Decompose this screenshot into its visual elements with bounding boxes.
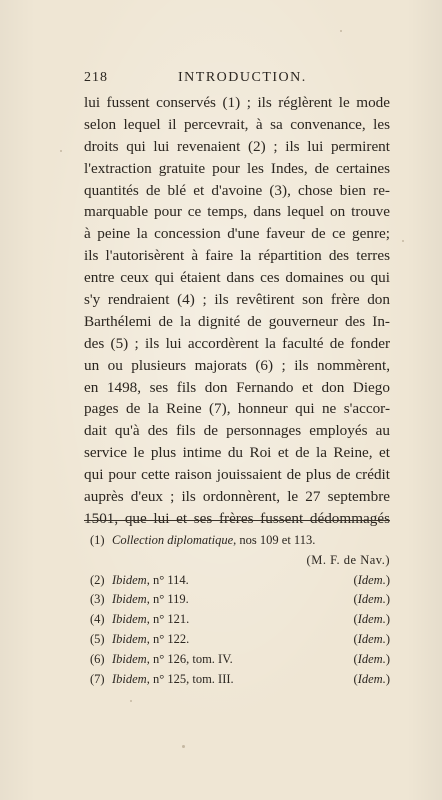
footnote-attribution: (M. F. de Nav.) <box>306 552 390 567</box>
text-line: ils l'autorisèrent à faire la répartition des terres <box>84 247 390 265</box>
page-number: 218 <box>84 70 108 85</box>
text-line: lui fussent conservés (1) ; ils réglèrent le mode <box>84 94 390 111</box>
footnote-reference <box>112 652 233 667</box>
footnote-reference <box>112 612 189 627</box>
text-line: qui pour cette raison jouissaient de plus de crédit <box>84 466 390 484</box>
footnote-tag-text: Idem. <box>357 572 386 587</box>
text-line: Barthélemi de la dignité de gouverneur des In- <box>84 312 390 330</box>
footnote-detail: , n° 125, tom. III. <box>146 671 234 686</box>
paper-speck <box>130 700 132 702</box>
body-text <box>84 92 390 530</box>
footnote-tag-text: Idem. <box>357 631 386 646</box>
footnote-source: Collection diplomatique <box>112 533 234 547</box>
footnote-5 <box>90 632 390 652</box>
text-line: à peine la concession d'une faveur de ce genre; <box>84 225 390 243</box>
text-line: droits qui lui revenaient (2) ; ils lui permirent <box>84 137 390 155</box>
footnote-mark: (7) <box>90 671 105 686</box>
text-line: pages de la Reine (7), honneur qui ne s'accor- <box>84 400 390 418</box>
footnote-tag: (Idem.) <box>353 572 390 587</box>
footnote-source: Ibidem <box>112 592 147 607</box>
paper-speck <box>60 150 62 152</box>
footnote-tag: (Idem.) <box>353 651 390 666</box>
footnote-tag-text: Idem. <box>357 612 386 627</box>
footnote-detail: , nos 109 et 113. <box>233 533 316 547</box>
footnote-1 <box>90 533 390 553</box>
text-line: 1501, que lui et ses frères fussent dédommagés <box>84 509 390 527</box>
footnote-mark: (1) <box>90 533 105 547</box>
text-line: quantités de blé et d'avoine (3), chose bien re- <box>84 181 390 199</box>
footnote-tag-text: Idem. <box>357 651 386 666</box>
text-line: s'y rendraient (4) ; ils revêtirent son frère don <box>84 291 390 309</box>
footnote-tag: (Idem.) <box>353 592 390 607</box>
footnote-source: Ibidem <box>112 572 147 587</box>
footnote-reference <box>112 592 189 607</box>
page-header <box>84 70 390 90</box>
text-line: un ou plusieurs majorats (6) ; ils nommèrent, <box>84 356 390 374</box>
text-line: en 1498, ses fils don Fernando et don Diego <box>84 378 390 396</box>
text-line: l'extraction gratuite pour les Indes, de certaines <box>84 159 390 177</box>
footnote-2 <box>90 573 390 593</box>
footnote-source: Ibidem <box>112 671 147 686</box>
footnote-mark: (2) <box>90 572 105 587</box>
footnote-reference <box>112 632 189 647</box>
footnote-mark: (3) <box>90 592 105 607</box>
paper-speck <box>182 745 185 748</box>
footnote-reference <box>112 573 189 588</box>
footnote-detail: , n° 114. <box>146 572 189 587</box>
text-line: dait qu'à des fils de personnages employés au <box>84 422 390 440</box>
footnotes <box>90 533 390 691</box>
paper-speck <box>402 240 404 242</box>
footnote-source: Ibidem <box>112 612 147 627</box>
footnote-4 <box>90 612 390 632</box>
footnote-tag: (Idem.) <box>353 631 390 646</box>
text-line: des (5) ; ils lui accordèrent la faculté de fonder <box>84 334 390 352</box>
footnote-detail: , n° 126, tom. IV. <box>146 651 233 666</box>
footnote-mark: (5) <box>90 631 105 646</box>
footnote-detail: , n° 121. <box>146 612 190 627</box>
footnote-7 <box>90 672 390 692</box>
footnote-mark: (4) <box>90 612 105 627</box>
footnote-tag: (Idem.) <box>353 671 390 686</box>
paper-speck <box>340 30 342 32</box>
footnote-tag-text: Idem. <box>357 592 386 607</box>
footnote-tag-text: Idem. <box>357 671 386 686</box>
footnote-mark: (6) <box>90 651 105 666</box>
text-line: marquable pour ce temps, dans lequel on trouve <box>84 203 390 221</box>
footnote-6 <box>90 652 390 672</box>
running-title: INTRODUCTION. <box>178 70 307 85</box>
footnote-divider <box>84 520 390 521</box>
footnote-3 <box>90 592 390 612</box>
footnote-reference <box>112 533 315 548</box>
footnote-tag: (Idem.) <box>353 612 390 627</box>
footnote-reference <box>112 672 234 687</box>
footnote-detail: , n° 122. <box>146 631 190 646</box>
footnote-detail: , n° 119. <box>146 592 189 607</box>
text-line: entre ceux qui étaient dans ces domaines ou qui <box>84 269 390 287</box>
text-line: selon lequel il percevrait, à sa convenance, les <box>84 115 390 133</box>
footnote-source: Ibidem <box>112 651 147 666</box>
text-line: service le plus intime du Roi et de la Reine, et <box>84 444 390 462</box>
text-line: auprès d'eux ; ils ordonnèrent, le 27 septembre <box>84 488 390 506</box>
footnote-source: Ibidem <box>112 631 147 646</box>
